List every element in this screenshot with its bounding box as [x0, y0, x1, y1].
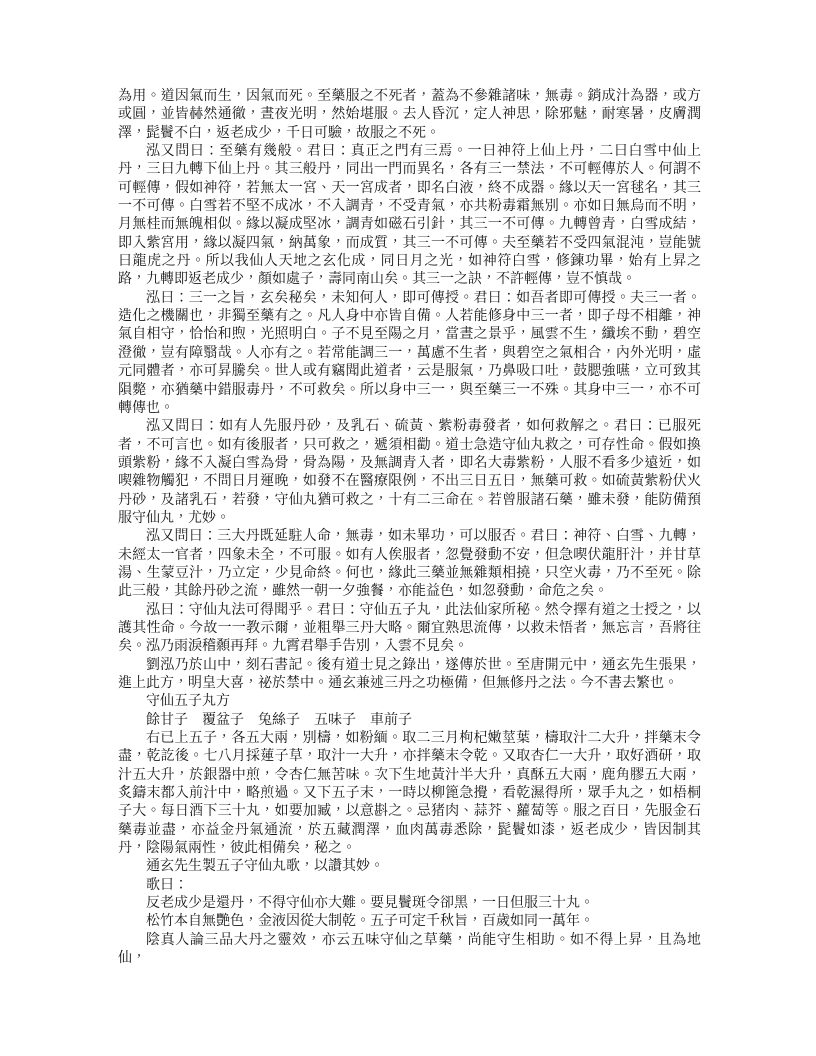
song-intro: 通玄先生製五子守仙丸歌，以讚其妙。: [146, 859, 384, 875]
body-paragraph: 劉泓乃於山中，刻石書記。後有道士見之錄出，遂傳於世。至唐開元中，通玄先生張果，進上此方，明皇大喜，祕於禁中。通玄兼述三丹之功極備，但無修丹之法。今不書去繁也。: [118, 657, 701, 691]
body-paragraph: 泓曰：守仙丸法可得聞乎。君曰：守仙五子丸，此法仙家所秘。然令擇有道之士授之，以護其性命。今故一一教示爾，並粗舉三丹大略。爾宜熟思流傳，以救未悟者，無忘言，吾將往矣。泓乃雨淚稽顙再拜。九霄君舉手告別，入雲不見矣。: [118, 602, 701, 655]
body-paragraph: 為用。道因氣而生，因氣而死。至藥服之不死者，蓋為不參雜諸味，無毒。銷成汁為器，或方或圓，並皆赫然通徹，晝夜光明，然始堪服。去人昏沉，定人神思，除邪魅，耐寒暑，皮膚潤澤，髭鬢不白，返老成少，千日可驗，故服之不死。: [118, 89, 701, 141]
closing-paragraph: 陰真人論三品大丹之靈效，亦云五味守仙之草藥，尚能守生相助。如不得上昇，且為地仙，: [118, 932, 701, 967]
recipe-title: 守仙五子丸方: [146, 694, 230, 710]
recipe-instructions: 右已上五子，各五大兩，別檮，如粉緬。取二三月枸杞嫩莖葉，檮取汁二大升，拌藥末令盡，乾訖後。七八月採蓮子草，取汁一大升，亦拌藥末令乾。又取杏仁一大升，取好酒研，取汁五大升，於銀器中煎，令杏仁無苦味。次下生地黃汁半大升，真酥五大兩，鹿角膠五大兩，炙鑄末都入前汁中，略煎過。又下五子末，一時以柳篦急攪，看乾濕得所，眾手丸之，如梧桐子大。每日酒下三十丸，如要加臧，以意斟之。忌猪肉、蒜芥、蘿蔔等。服之百日，先服金石藥毒並盡，亦益金丹氣通流，於五藏潤澤，血肉萬毒悉除，髭鬢如漆，返老成少，皆因制其丹，陰陽氣兩性，彼此相備矣，秘之。: [118, 731, 701, 857]
recipe-ingredient-list: 餘甘子 覆盆子 兔絲子 五味子 車前子: [146, 712, 412, 728]
body-paragraph: 泓又問曰：三大丹既延駐人命，無毒，如未畢功，可以服否。君曰：神符、白雪、九轉，未經太一官者，四象未全，不可服。如有人俟服者，忽覺發動不安，但急喫伏龍肝汁，并甘草湯、生蒙豆汁，乃立定，少見命終。何也，緣此三藥並無雜類相撓，只空火毒，乃不至死。除此三般，其餘丹砂之流，雖然一朝一夕強餐，亦能益色，如忽發動，命危之矣。: [118, 529, 701, 600]
song-label: 歌曰：: [146, 877, 188, 893]
body-paragraph: 泓曰：三一之旨，玄矣秘矣，未知何人，即可傳授。君曰：如吾者即可傳授。夫三一者。造化之機關也，非獨至藥有之。凡人身中亦皆自備。人若能修身中三一者，即子母不相離，神氣自相守，恰怡和煦，光照明白。子不見至陽之月，當晝之景乎，風雲不生，纖埃不動，碧空澄徹，豈有障翳哉。人亦有之。若常能調三一，萬慮不生者，與碧空之氣相合，內外光明，虛元同體者，亦可昇騰矣。世人或有竊聞此道者，云是服氣，乃鼻吸口吐，鼓腮強嚥，立可致其隕斃，亦猶藥中錯服毒丹，不可救矣。所以身中三一，與至藥三一不殊。其身中三一，亦不可轉傳也。: [118, 290, 701, 416]
body-paragraph: 泓又問曰：如有人先服丹砂，及乳石、硫黃、紫粉毒發者，如何救解之。君曰：已服死者，不可言也。如有後服者，只可救之，遞須相勸。道士急造守仙丸救之，可存性命。假如換頭紫粉，緣不入凝白雪為骨，骨為陽，及無調青入者，即名大毒紫粉，人服不看多少遠近，如喫雜物觸犯，不問日月運晚，如發不在醫療限例，不出三日五日，無藥可救。如硫黃紫粉伏火丹砂，及諸乳石，若發，守仙丸猶可救之，十有二三命在。若曾服諸石藥，雖未發，能防備預服守仙丸，尤妙。: [118, 419, 701, 526]
song-line: 反老成少是還丹，不得守仙亦大難。要見鬢斑令卻黑，一日但服三十丸。: [146, 896, 594, 912]
song-line: 松竹本自無艷色，金液因從大制乾。五子可定千秋旨，百歲如同一萬年。: [146, 914, 594, 930]
body-paragraph: 泓又問曰：至藥有幾般。君曰：真正之門有三焉。一曰神符上仙上丹，二曰白雪中仙上丹，三曰九轉下仙上丹。其三般丹，同出一門而異名，各有三一禁法，不可輕傳於人。何謂不可輕傳，假如神符，若無太一宮、天一宮成者，即名白液，終不成器。緣以天一宮毬名，其三一不可傳。白雪若不堅不成冰，不入調青，不受青氣，亦共粉毒霜無別。亦如日無烏而不明，月無桂而無魄相似。緣以凝成堅冰，調青如磁石引針，其三一不可傳。九轉曾青，白雪成結，即入紫宮用，緣以凝四氣，納萬象，而成質，其三一不可傳。夫至藥若不受四氣混沌，豈能號曰龍虎之丹。所以我仙人天地之玄化成，同日月之光，如神符白雪，修鍊功畢，始有上昇之路，九轉即返老成少，顏如處子，壽同南山矣。其三一之訣，不許輕傳，豈不慎哉。: [118, 144, 701, 288]
document-page: [118, 88, 701, 969]
